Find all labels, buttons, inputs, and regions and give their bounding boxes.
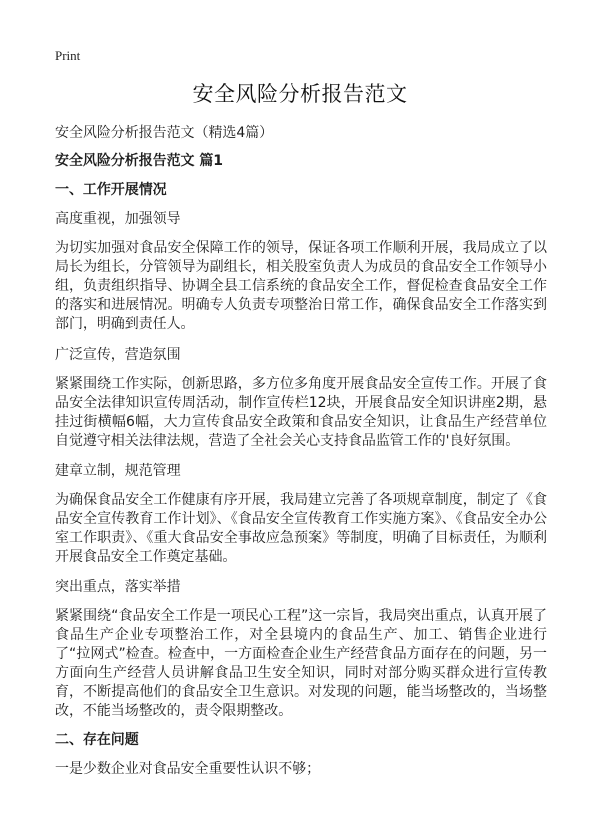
paragraph-regulation: 为确保食品安全工作健康有序开展，我局建立完善了各项规章制度，制定了《食品安全宣传教育工作计划》、《食品安全宣传教育工作实施方案》、《食品安全办公室工作职责》、《重大食品安全事故应急预案》等制度，明确了目标责任，为顺利开展食品安全工作奠定基础。 bbox=[55, 492, 547, 565]
paragraph-issue-1: 一是少数企业对食品安全重要性认识不够； bbox=[55, 761, 321, 777]
subheading-publicity: 广泛宣传，营造氛围 bbox=[55, 347, 181, 363]
print-label: Print bbox=[55, 48, 81, 63]
section-heading-1: 一、工作开展情况 bbox=[55, 182, 167, 198]
subheading-leadership: 高度重视，加强领导 bbox=[55, 211, 181, 227]
article-heading: 安全风险分析报告范文 篇1 bbox=[55, 153, 223, 169]
subheading-regulation: 建章立制，规范管理 bbox=[55, 463, 181, 479]
document-title: 安全风险分析报告范文 bbox=[192, 82, 408, 106]
paragraph-publicity: 紧紧围绕工作实际，创新思路，多方位多角度开展食品安全宣传工作。开展了食品安全法律知识宣传周活动，制作宣传栏12块，开展食品安全知识讲座2期，悬挂过街横幅6幅，大力宣传食品安全政策和食品安全知识，让食品生产经营单位自觉遵守相关法律法规，营造了全社会关心支持食品监管工作的'良好氛围。 bbox=[55, 376, 547, 449]
section-heading-2: 二、存在问题 bbox=[55, 732, 139, 748]
document-subtitle: 安全风险分析报告范文（精选4篇） bbox=[55, 125, 274, 141]
paragraph-leadership: 为切实加强对食品安全保障工作的领导，保证各项工作顺利开展，我局成立了以局长为组长，分管领导为副组长，相关股室负责人为成员的食品安全工作领导小组，负责组织指导、协调全县工信系统的食品安全工作，督促检查食品安全工作的落实和进展情况。明确专人负责专项整治日常工作，确保食品安全工作落实到部门，明确到责任人。 bbox=[55, 240, 547, 332]
paragraph-focus: 紧紧围绕“食品安全工作是一项民心工程”这一宗旨，我局突出重点，认真开展了食品生产企业专项整治工作，对全县境内的食品生产、加工、销售企业进行了“拉网式”检查。检查中，一方面检查企业生产经营食品方面存在的问题，另一方面向生产经营人员讲解食品卫生安全知识，同时对部分购买群众进行宣传教育，不断提高他们的食品安全卫生意识。对发现的问题，能当场整改的，当场整改，不能当场整改的，责令限期整改。 bbox=[55, 608, 547, 719]
subheading-focus: 突出重点，落实举措 bbox=[55, 579, 181, 595]
